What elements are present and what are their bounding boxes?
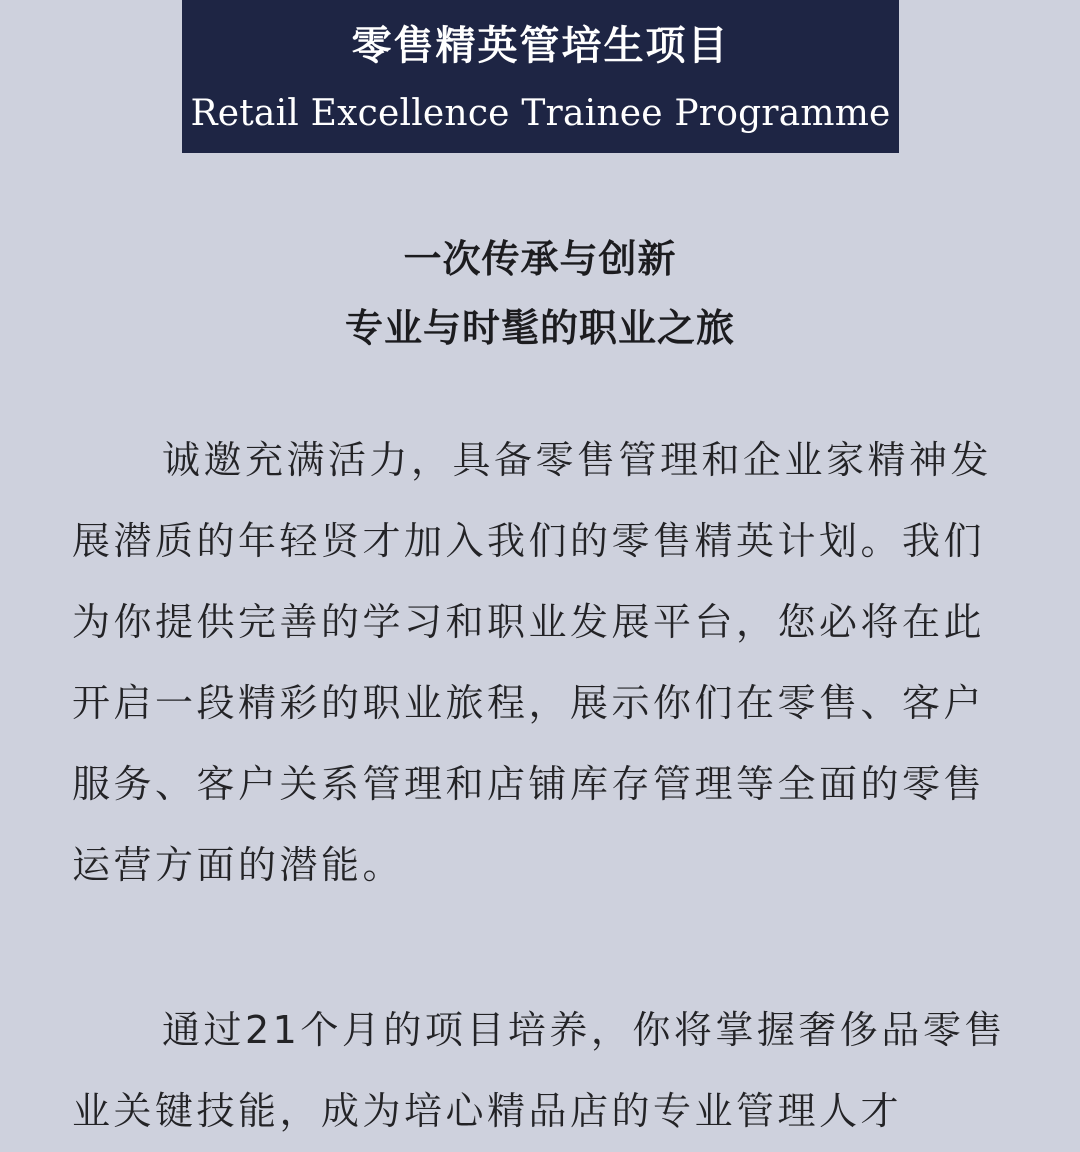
banner-title-english: Retail Excellence Trainee Programme xyxy=(190,93,891,134)
headline-line-2: 专业与时髦的职业之旅 xyxy=(344,305,735,350)
headline-line-1: 一次传承与创新 xyxy=(403,236,677,281)
banner-title-chinese: 零售精英管培生项目 xyxy=(351,22,730,69)
programme-banner xyxy=(182,0,899,153)
intro-paragraph: 诚邀充满活力，具备零售管理和企业家精神发展潜质的年轻贤才加入我们的零售精英计划。我们为你提供完善的学习和职业发展平台，您必将在此开启一段精彩的职业旅程，展示你们在零售、客户服务、客户关系管理和店铺库存管理等全面的零售运营方面的潜能。 xyxy=(72,438,993,887)
training-paragraph: 通过21个月的项目培养，你将掌握奢侈品零售业关键技能，成为培心精品店的专业管理人才 xyxy=(72,1008,1006,1133)
